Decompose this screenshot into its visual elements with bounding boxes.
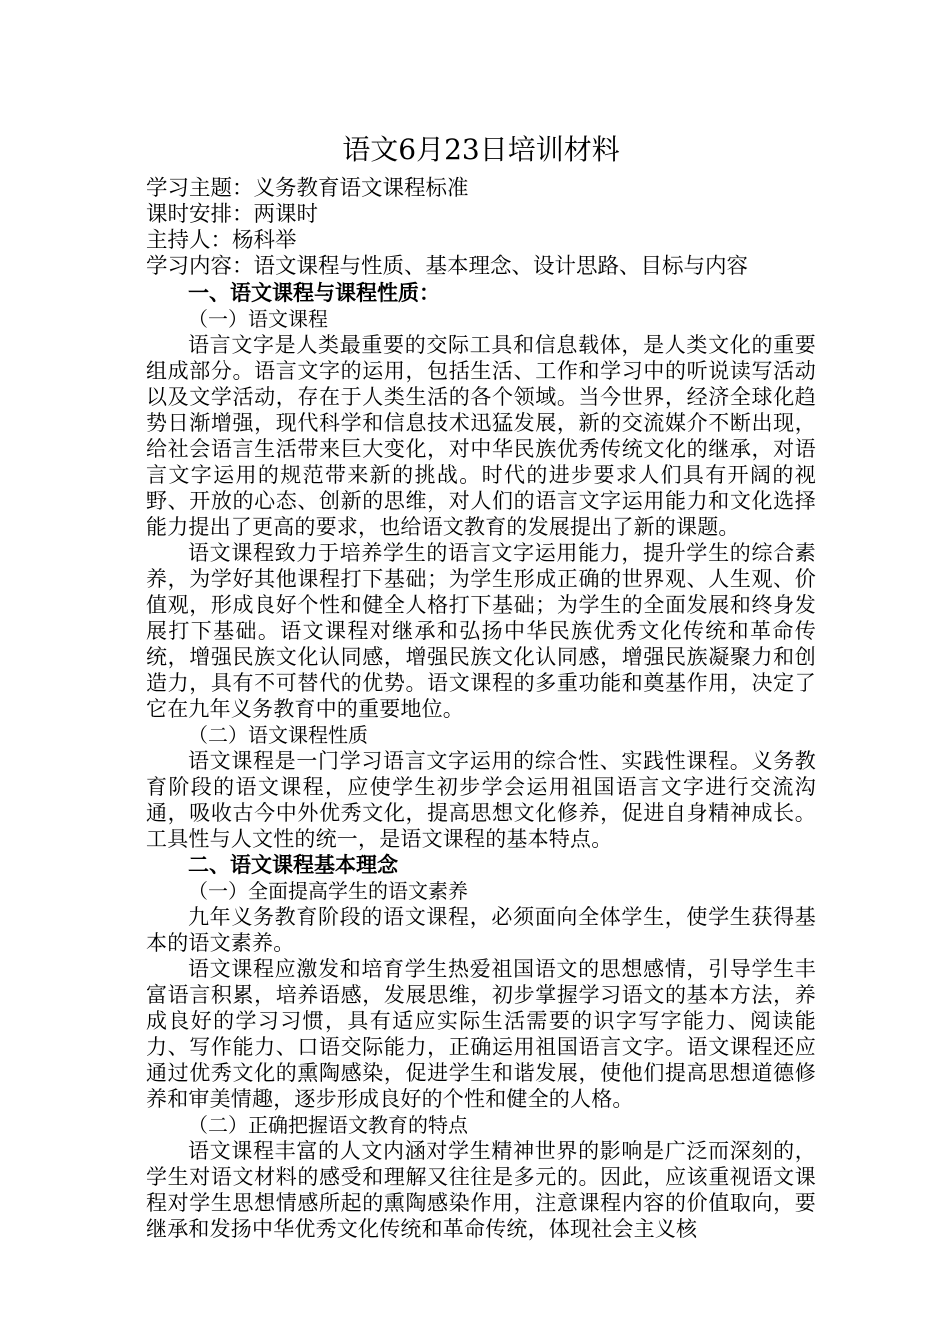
section1-paragraph-1: 语言文字是人类最重要的交际工具和信息载体，是人类文化的重要组成部分。语言文字的运用，包括生活、工作和学习中的听说读写活动以及文学活动，存在于人类生活的各个领域。当今世界，经济全球化趋势日渐增强，现代科学和信息技术迅猛发展，新的交流媒介不断出现，给社会语言生活带来巨大变化，对中华民族优秀传统文化的继承，对语言文字运用的规范带来新的挑战。时代的进步要求人们具有开阔的视野、开放的心态、创新的思维，对人们的语言文字运用能力和文化选择能力提出了更高的要求，也给语文教育的发展提出了新的课题。 [146,333,816,539]
section2-subheading-1: （一）全面提高学生的语文素养 [188,879,468,903]
meta-content: 学习内容：语文课程与性质、基本理念、设计思路、目标与内容 [146,254,749,279]
section1-heading: 一、语文课程与课程性质： [188,280,440,305]
meta-topic: 学习主题：义务教育语文课程标准 [146,176,469,201]
section2-paragraph-3: 语文课程丰富的人文内涵对学生精神世界的影响是广泛而深刻的，学生对语文材料的感受和理解又往往是多元的。因此，应该重视语文课程对学生思想情感所起的熏陶感染作用，注意课程内容的价值取向，要继承和发扬中华优秀文化传统和革命传统，体现社会主义核 [146,1139,816,1241]
section1-paragraph-2: 语文课程致力于培养学生的语言文字运用能力，提升学生的综合素养，为学好其他课程打下基础；为学生形成正确的世界观、人生观、价值观，形成良好个性和健全人格打下基础；为学生的全面发展和终身发展打下基础。语文课程对继承和弘扬中华民族优秀文化传统和革命传统，增强民族文化认同感，增强民族文化认同感，增强民族凝聚力和创造力，具有不可替代的优势。语文课程的多重功能和奠基作用，决定了它在九年义务教育中的重要地位。 [146,541,816,721]
section2-paragraph-2: 语文课程应激发和培育学生热爱祖国语文的思想感情，引导学生丰富语言积累，培养语感，发展思维，初步掌握学习语文的基本方法，养成良好的学习习惯，具有适应实际生活需要的识字写字能力、阅读能力、写作能力、口语交际能力，正确运用祖国语言文字。语文课程还应通过优秀文化的熏陶感染，促进学生和谐发展，使他们提高思想道德修养和审美情趣，逐步形成良好的个性和健全的人格。 [146,957,816,1111]
section1-paragraph-3: 语文课程是一门学习语言文字运用的综合性、实践性课程。义务教育阶段的语文课程，应使学生初步学会运用祖国语言文字进行交流沟通，吸收古今中外优秀文化，提高思想文化修养，促进自身精神成长。工具性与人文性的统一，是语文课程的基本特点。 [146,749,816,851]
meta-host: 主持人：杨科举 [146,228,297,253]
section2-paragraph-1: 九年义务教育阶段的语文课程，必须面向全体学生，使学生获得基本的语文素养。 [146,905,816,955]
document-page [146,128,816,1242]
section2-subheading-2: （二）正确把握语文教育的特点 [188,1113,468,1137]
section1-subheading-1: （一）语文课程 [188,307,328,331]
document-title: 语文6月23日培训材料 [342,133,620,166]
meta-schedule: 课时安排：两课时 [146,202,319,227]
section1-subheading-2: （二）语文课程性质 [188,723,368,747]
section2-heading: 二、语文课程基本理念 [188,852,398,877]
